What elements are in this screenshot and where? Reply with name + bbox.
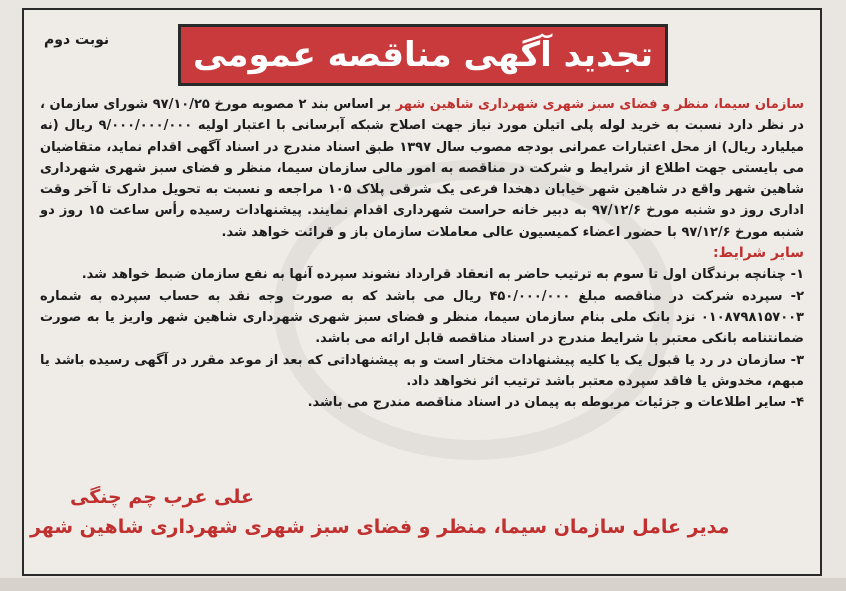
paragraph-text: بر اساس بند ۲ مصوبه مورخ ۹۷/۱۰/۲۵ شورای سازمان ، در نظر دارد نسبت به خرید لوله پلی اتیلن مورد نیاز جهت اصلاح شبکه آبرسانی با اعتبار اولیه ۹/۰۰۰/۰۰۰/۰۰۰ ریال (نه میلیارد ریال) از محل اعتبارات عمرانی بودجه مصوب سال ۱۳۹۷ طبق اسناد مندرج در اسناد آگهی اقدام نماید، متقاضیان می بایستی جهت اطلاع از شرایط و شرکت در مناقصه به امور مالی سازمان سیما، منظر و فضای سبز شهری شهرداری شاهین شهر واقع در شاهین شهر خیابان دهخدا فرعی یک شرقی پلاک ۱۰۵ مراجعه و نسبت به تحویل مدارک تا آخر وقت اداری روز دو شنبه مورخ ۹۷/۱۲/۶ به دبیر خانه حراست شهرداری اقدام نمایند. پیشنهادات رسیده رأس ساعت ۱۵ روز دو شنبه مورخ ۹۷/۱۲/۶ با حضور اعضاء کمیسیون عالی معاملات سازمان باز و قرائت خواهد شد.: [40, 97, 805, 240]
organization-name: سازمان سیما، منظر و فضای سبز شهری شهرداری شاهین شهر: [395, 97, 804, 112]
title-banner: [178, 24, 668, 86]
page-edge: [0, 578, 846, 591]
notice-title: تجدید آگهی مناقصه عمومی: [193, 35, 653, 75]
signer-name: علی عرب چم چنگی: [70, 486, 255, 508]
notice-body: [40, 94, 804, 413]
conditions-heading: سایر شرایط:: [713, 245, 804, 262]
main-paragraph: [40, 94, 804, 243]
signer-role: مدیر عامل سازمان سیما، منظر و فضای سبز شهری شهرداری شاهین شهر: [30, 516, 730, 538]
condition-item: ۴- سایر اطلاعات و جزئیات مربوطه به پیمان در اسناد مناقصه مندرج می باشد.: [307, 395, 804, 411]
condition-item: ۱- چنانچه برندگان اول تا سوم به ترتیب حاضر به انعقاد قرارداد نشوند سپرده آنها به نفع سازمان ضبط خواهد شد.: [81, 267, 804, 283]
signature-block: [30, 482, 790, 542]
round-label: نوبت دوم: [44, 32, 110, 48]
condition-item: ۳- سازمان در رد یا قبول یک یا کلیه پیشنهادات مختار است و به پیشنهاداتی که بعد از موعد مقرر در آگهی رسیده باشد یا مبهم، مخدوش یا فاقد سپرده معتبر باشد ترتیب اثر نخواهد داد.: [40, 352, 804, 389]
condition-item: ۲- سپرده شرکت در مناقصه مبلغ ۴۵۰/۰۰۰/۰۰۰ ریال می باشد که به صورت وجه نقد به حساب سپرده به شماره ۰۱۰۸۷۹۸۱۵۷۰۰۳ نزد بانک ملی بنام سازمان سیما، منظر و فضای سبز شهری شهرداری شاهین شهر واریز یا به صورت ضمانتنامه بانکی معتبر با شرایط مندرج در اسناد مناقصه قابل ارائه می باشد.: [40, 288, 804, 347]
